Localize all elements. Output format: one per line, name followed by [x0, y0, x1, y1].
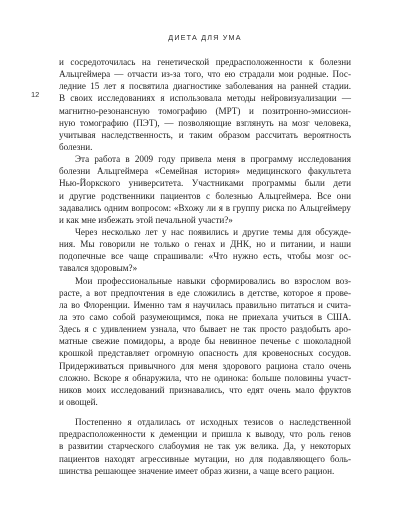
text-line: и сосредоточилась на генетической предрасположенности к болезни: [59, 57, 351, 67]
text-line: Здесь я с удивлением узнала, что бывает не так просто раздобыть аро-: [59, 324, 351, 335]
text-line: магнитно-резонансную томографию (МРТ) и позитронно-эмиссион-: [59, 105, 351, 116]
text-line: Альцгеймера — отчасти из-за того, что ею страдали мои родные. Пос-: [59, 69, 351, 80]
text-line: шинства решающее значение имеет образ жизни, а чаще всего рацион.: [59, 465, 335, 476]
text-line: тавался здоровым?»: [59, 263, 138, 274]
text-line: крошкой представляет огромную опасность для кровеносных сосудов.: [59, 348, 351, 359]
paragraph: [59, 56, 351, 153]
text-line: ников моих исследований признавались, что едят очень мало фруктов: [59, 384, 351, 395]
text-line: сложно. Вскоре я обнаружила, что не одинока: больше половины участ-: [59, 372, 351, 383]
text-line: предрасположенности к деменции и пришла к выводу, что роль генов: [59, 429, 351, 440]
text-line: болезни.: [59, 141, 93, 152]
text-line: ла это само собой разумеющимся, пока не приехала учиться в США.: [59, 311, 351, 322]
paragraph: [59, 153, 351, 226]
text-line: в развитии старческого слабоумия не так уж велика. Да, у некоторых: [59, 441, 351, 452]
text-line: учитывая наследственность, и таким образом рассчитать вероятность: [59, 129, 351, 140]
text-line: ла во Флоренции. Именно там я научилась правильно питаться и счита-: [59, 299, 351, 310]
text-line: ледние 15 лет я посвятила диагностике заболевания на ранней стадии.: [59, 81, 351, 92]
text-line: подопечные все чаще спрашивали: «Что нужно есть, чтобы мозг ос-: [59, 251, 351, 262]
paragraph: [59, 275, 351, 409]
text-line: Постепенно я отдалилась от исходных тезисов о наследственной: [75, 417, 351, 428]
text-line: Эта работа в 2009 году привела меня в программу исследования: [75, 154, 351, 165]
page-number: 12: [31, 90, 40, 99]
text-line: Через несколько лет у нас появились и другие темы для обсужде-: [75, 226, 351, 237]
text-line: задавались одним вопросом: «Вхожу ли я в группу риска по Альцгеймеру: [59, 202, 351, 213]
text-line: ную томографию (ПЭТ), — позволяющие взглянуть на мозг человека,: [59, 117, 351, 128]
text-line: пациентов находят агрессивные мутации, но для подавляющего боль-: [59, 453, 351, 464]
text-line: и овощей.: [59, 396, 98, 407]
paragraph: [59, 416, 351, 477]
text-line: и другие родственники пациентов с болезнью Альцгеймера. Все они: [59, 190, 351, 201]
text-line: расте, а вот предпочтения в еде сложились в детстве, которое я прове-: [59, 287, 351, 298]
text-line: ния. Мы говорили не только о генах и ДНК, но и питании, и наши: [59, 239, 351, 250]
body-text: [59, 56, 351, 477]
text-line: В своих исследованиях я использовала методы нейровизуализации —: [59, 93, 351, 104]
text-line: и как мне избежать этой печальной участи?»: [59, 214, 233, 225]
text-line: Нью-Йоркского университета. Участниками программы были дети: [59, 178, 351, 189]
text-line: Мои профессиональные навыки сформировались во взрослом воз-: [75, 275, 351, 286]
running-header: ДИЕТА ДЛЯ УМА: [168, 33, 242, 42]
paragraph-gap: [59, 408, 351, 416]
text-line: матные свежие помидоры, а вроде бы невинное печенье с шоколадной: [59, 336, 351, 347]
paragraph: [59, 226, 351, 275]
text-line: болезни Альцгеймера «Семейная история» медицинского факультета: [59, 166, 351, 177]
text-line: Придерживаться привычного для меня здорового рациона стало очень: [59, 360, 351, 371]
